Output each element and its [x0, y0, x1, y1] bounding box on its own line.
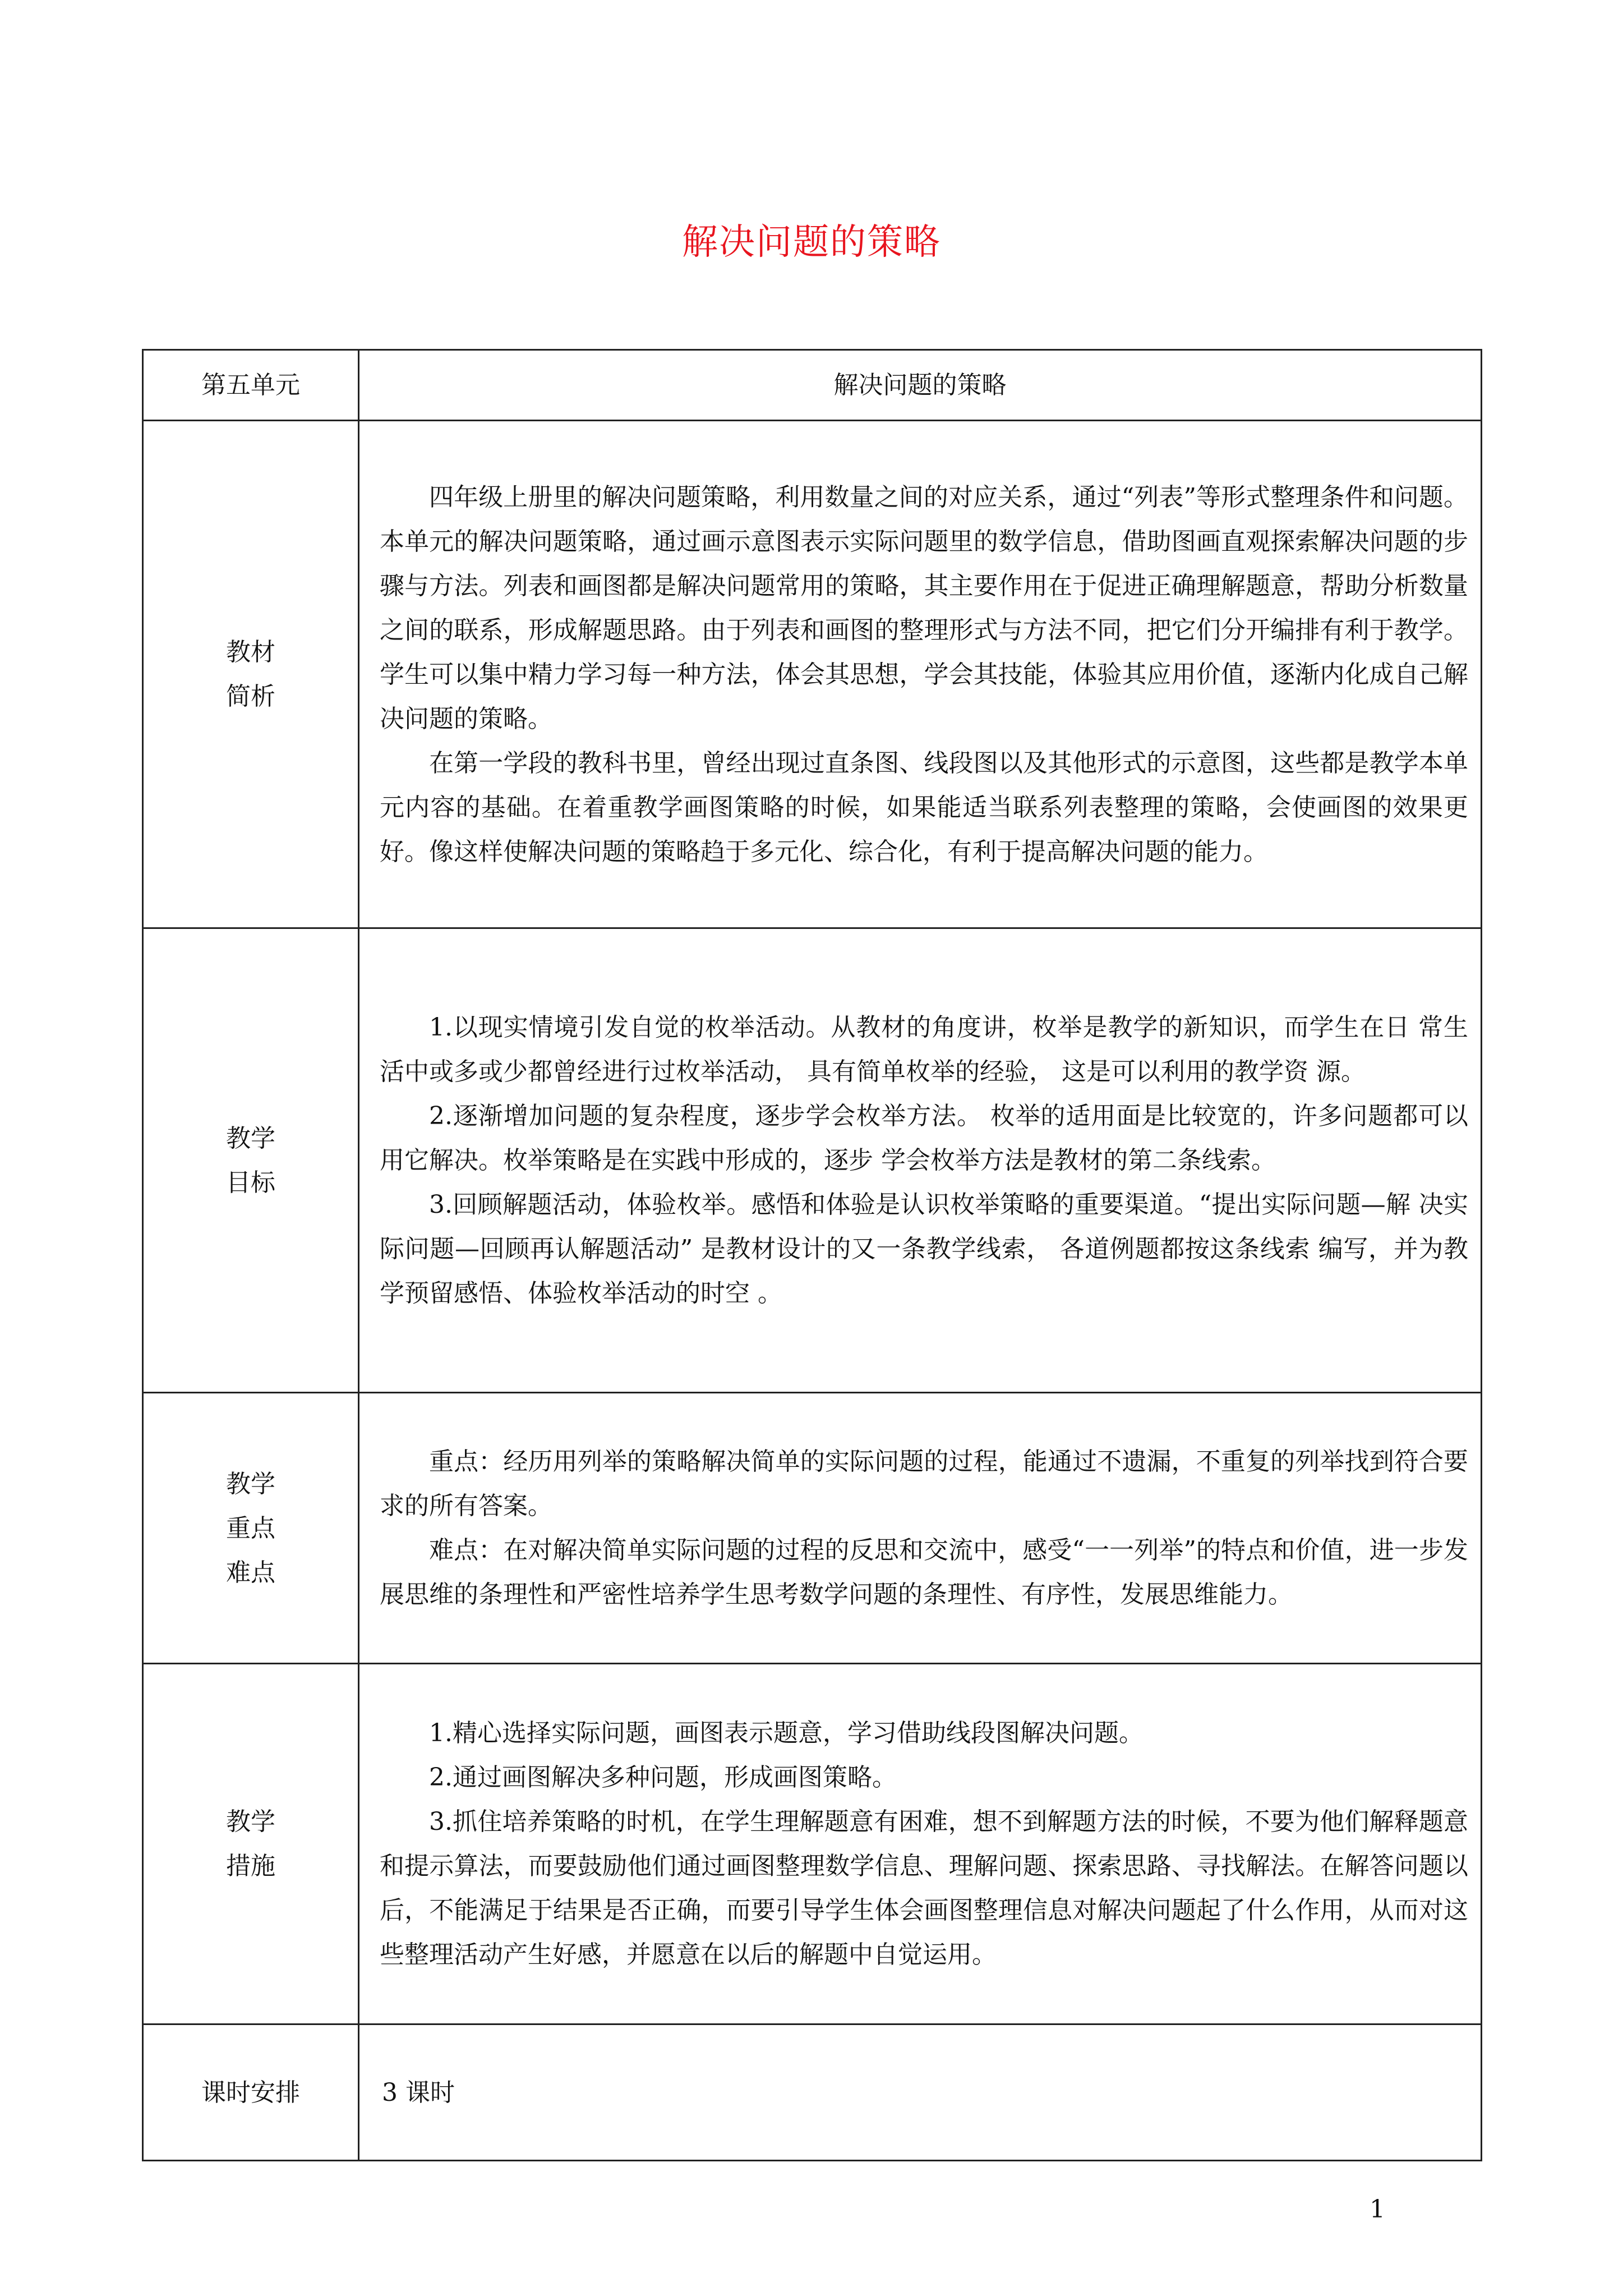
- teaching-measures-label: [143, 1664, 359, 2024]
- label-line: 教学: [226, 1124, 275, 1153]
- paragraph: 2.通过画图解决多种问题，形成画图策略。: [429, 1763, 897, 1792]
- paragraph: 1.精心选择实际问题，画图表示题意，学习借助线段图解决问题。: [429, 1719, 1144, 1747]
- table-row-key-points: [143, 1393, 1482, 1664]
- class-hours-label: 课时安排: [143, 2024, 359, 2161]
- material-analysis-content: [359, 421, 1482, 928]
- paragraph: 重点：经历用列举的策略解决简单的实际问题的过程，能通过不遗漏，不重复的列举找到符合要求的所有答案。: [380, 1447, 1468, 1520]
- teaching-measures-content: [359, 1664, 1482, 2024]
- page-title: 解决问题的策略: [682, 222, 941, 263]
- label-line: 教学: [226, 1469, 275, 1498]
- label-line: 难点: [226, 1558, 275, 1587]
- teaching-goals-content: [359, 928, 1482, 1393]
- unit-topic: 解决问题的策略: [359, 350, 1482, 421]
- key-points-content: [359, 1393, 1482, 1664]
- paragraph: 2.逐渐增加问题的复杂程度，逐步学会枚举方法。 枚举的适用面是比较宽的，许多问题都可以用它解决。枚举策略是在实践中形成的，逐步 学会枚举方法是教材的第二条线索。: [380, 1102, 1468, 1175]
- page-number: 1: [1370, 2195, 1385, 2224]
- label-line: 教学: [226, 1807, 275, 1836]
- table-row-teaching-goals: [143, 928, 1482, 1393]
- table-row-teaching-measures: [143, 1664, 1482, 2024]
- table-row-unit: [143, 350, 1482, 421]
- paragraph: 四年级上册里的解决问题策略，利用数量之间的对应关系，通过“列表”等形式整理条件和问题。本单元的解决问题策略，通过画示意图表示实际问题里的数学信息，借助图画直观探索解决问题的步骤与方法。列表和画图都是解决问题常用的策略，其主要作用在于促进正确理解题意，帮助分析数量之间的联系，形成解题思路。由于列表和画图的整理形式与方法不同，把它们分开编排有利于教学。学生可以集中精力学习每一种方法，体会其思想，学会其技能，体验其应用价值，逐渐内化成自己解决问题的策略。: [380, 482, 1468, 733]
- key-points-label: [143, 1393, 359, 1664]
- paragraph: 1.以现实情境引发自觉的枚举活动。从教材的角度讲，枚举是教学的新知识，而学生在日 常生活中或多或少都曾经进行过枚举活动， 具有简单枚举的经验， 这是可以利用的教学资 源。: [380, 1013, 1468, 1086]
- label-line: 教材: [226, 638, 275, 666]
- label-line: 措施: [226, 1852, 275, 1880]
- table-row-material-analysis: [143, 421, 1482, 928]
- material-analysis-label: [143, 421, 359, 928]
- label-line: 目标: [226, 1168, 275, 1197]
- paragraph: 在第一学段的教科书里，曾经出现过直条图、线段图以及其他形式的示意图，这些都是教学本单元内容的基础。在着重教学画图策略的时候，如果能适当联系列表整理的策略，会使画图的效果更好。像这样使解决问题的策略趋于多元化、综合化，有利于提高解决问题的能力。: [380, 748, 1468, 866]
- table-row-class-hours: [143, 2024, 1482, 2161]
- paragraph: 3.抓住培养策略的时机，在学生理解题意有困难，想不到解题方法的时候，不要为他们解释题意和提示算法，而要鼓励他们通过画图整理数学信息、理解问题、探索思路、寻找解法。在解答问题以后，不能满足于结果是否正确，而要引导学生体会画图整理信息对解决问题起了什么作用，从而对这些整理活动产生好感，并愿意在以后的解题中自觉运用。: [380, 1807, 1468, 1969]
- paragraph: 难点：在对解决简单实际问题的过程的反思和交流中，感受“一一列举”的特点和价值，进一步发展思维的条理性和严密性培养学生思考数学问题的条理性、有序性，发展思维能力。: [380, 1536, 1468, 1609]
- paragraph: 3.回顾解题活动，体验枚举。感悟和体验是认识枚举策略的重要渠道。“提出实际问题—解 决实际问题—回顾再认解题活动” 是教材设计的又一条教学线索， 各道例题都按这条线索 编写，并为教学预留感悟、体验枚举活动的时空 。: [380, 1190, 1468, 1308]
- label-line: 重点: [226, 1513, 275, 1543]
- class-hours-value: 3 课时: [359, 2024, 1482, 2161]
- unit-label: 第五单元: [143, 350, 359, 421]
- label-line: 简析: [226, 682, 275, 711]
- lesson-plan-table: [142, 349, 1482, 2161]
- teaching-goals-label: [143, 928, 359, 1393]
